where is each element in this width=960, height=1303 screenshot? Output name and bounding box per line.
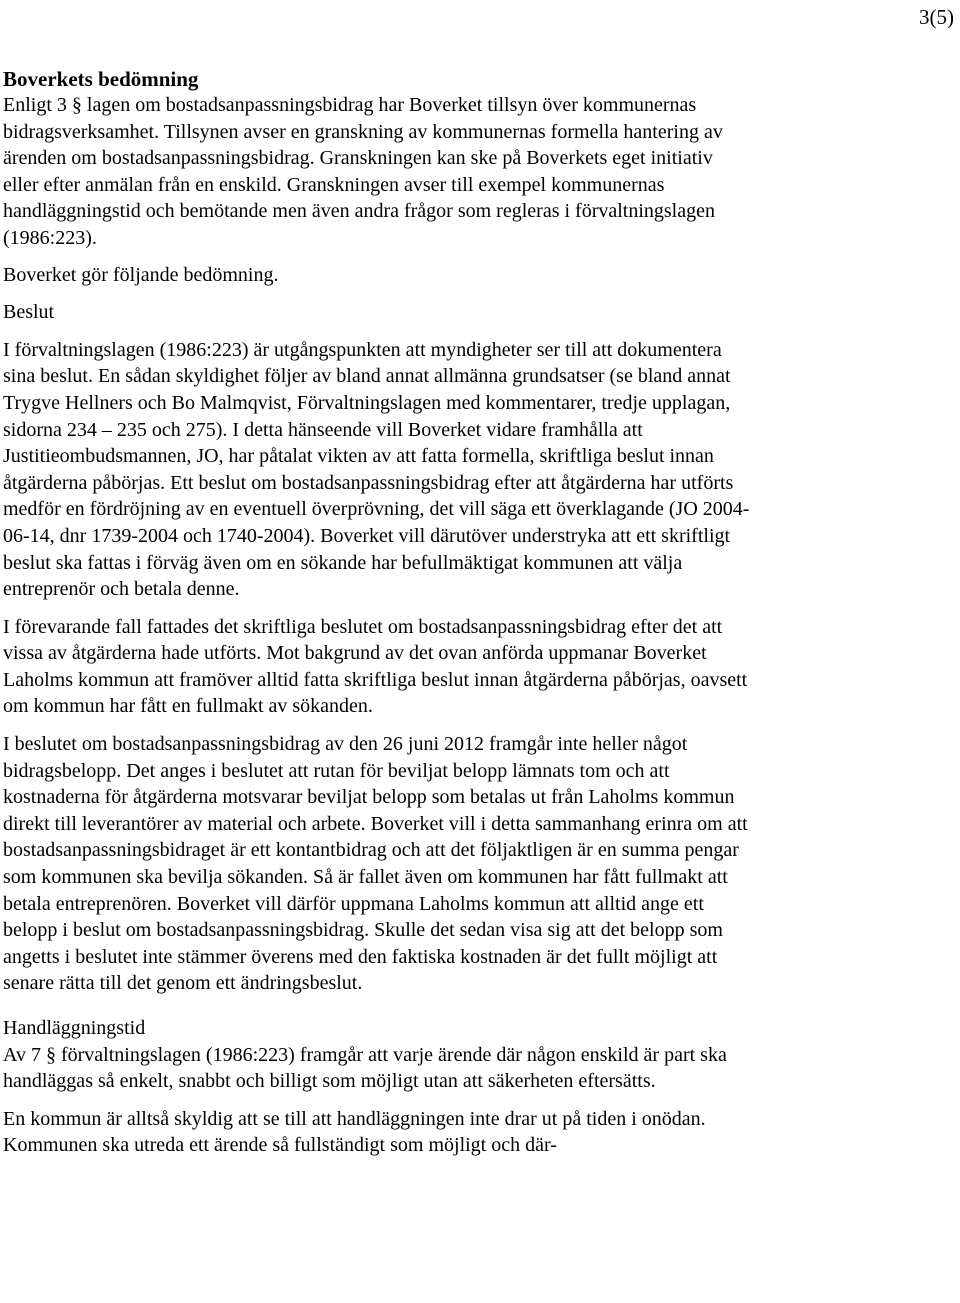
document-body — [3, 66, 753, 1159]
assessment-line: Boverket gör följande bedömning. — [3, 263, 279, 286]
beslut-paragraph-1: I förvaltningslagen (1986:223) är utgångspunkten att myndigheter ser till att dokumentera sina beslut. En sådan skyldighet följer av bland annat allmänna grundsatser (se bland annat Trygve Hellners och Bo Malmqvist, Förvaltningslagen med kommentarer, tredje upplagan, sidorna 234 – 235 och 275). I detta hänseende vill Boverket vidare framhålla att Justitieombudsmannen, JO, har påtalat vikten av att fatta formella, skriftliga beslut innan åtgärderna påbörjas. Ett beslut om bostadsanpassningsbidrag efter att åtgärderna har utförts medför en fördröjning av en eventuell överprövning, det vill säga ett överklagande (JO 2004-06-14, dnr 1739-2004 och 1740-2004). Boverket vill därutöver understryka att ett skriftligt beslut ska fattas i förväg även om en sökande har befullmäktigat kommunen att välja entreprenör och betala denne. — [3, 338, 750, 601]
handlaggningstid-paragraph-1: Av 7 § förvaltningslagen (1986:223) framgår att varje ärende där någon enskild är part ska handläggas så enkelt, snabbt och billigt som möjligt utan att säkerheten eftersätts. — [3, 1043, 727, 1093]
subheading-beslut: Beslut — [3, 301, 55, 324]
subheading-handlaggningstid: Handläggningstid — [3, 1017, 146, 1039]
handlaggningstid-paragraph-2: En kommun är alltså skyldig att se till att handläggningen inte drar ut på tiden i onödan. Kommunen ska utreda ett ärende så fullständigt som möjligt och där- — [3, 1107, 706, 1157]
intro-paragraph: Enligt 3 § lagen om bostadsanpassningsbidrag har Boverket tillsyn över kommunernas bidragsverksamhet. Tillsynen avser en granskning av kommunernas formella hantering av ärenden om bostadsanpassningsbidrag. Granskningen kan ske på Boverkets eget initiativ eller efter anmälan från en enskild. Granskningen avser till exempel kommunernas handläggningstid och bemötande men även andra frågor som regleras i förvaltningslagen (1986:223). — [3, 94, 723, 249]
page-number: 3(5) — [919, 5, 954, 29]
beslut-paragraph-3: I beslutet om bostadsanpassningsbidrag av den 26 juni 2012 framgår inte heller något bidragsbelopp. Det anges i beslutet att rutan för beviljat belopp lämnats tom och att kostnaderna för åtgärderna motsvarar beviljat belopp som betalas ut från Laholms kommun direkt till leverantörer av material och arbete. Boverket vill i detta sammanhang erinra om att bostadsanpassningsbidraget är ett kontantbidrag och att det följaktligen är en summa pengar som kommunen ska bevilja sökanden. Så är fallet även om kommunen har fått fullmakt att betala entreprenören. Boverket vill därför uppmana Laholms kommun att alltid ange ett belopp i beslut om bostadsanpassningsbidrag. Skulle det sedan visa sig att det belopp som angetts i beslutet inte stämmer överens med den faktiska kostnaden är det fullt möjligt att senare rätta till det genom ett ändringsbeslut. — [3, 733, 748, 995]
beslut-paragraph-2: I förevarande fall fattades det skriftliga beslutet om bostadsanpassningsbidrag efter det att vissa av åtgärderna hade utförts. Mot bakgrund av det ovan anförda uppmanar Boverket Laholms kommun att framöver alltid fatta skriftliga beslut innan åtgärderna påbörjas, oavsett om kommun har fått en fullmakt av sökanden. — [3, 615, 748, 718]
section-heading: Boverkets bedömning — [3, 67, 199, 91]
